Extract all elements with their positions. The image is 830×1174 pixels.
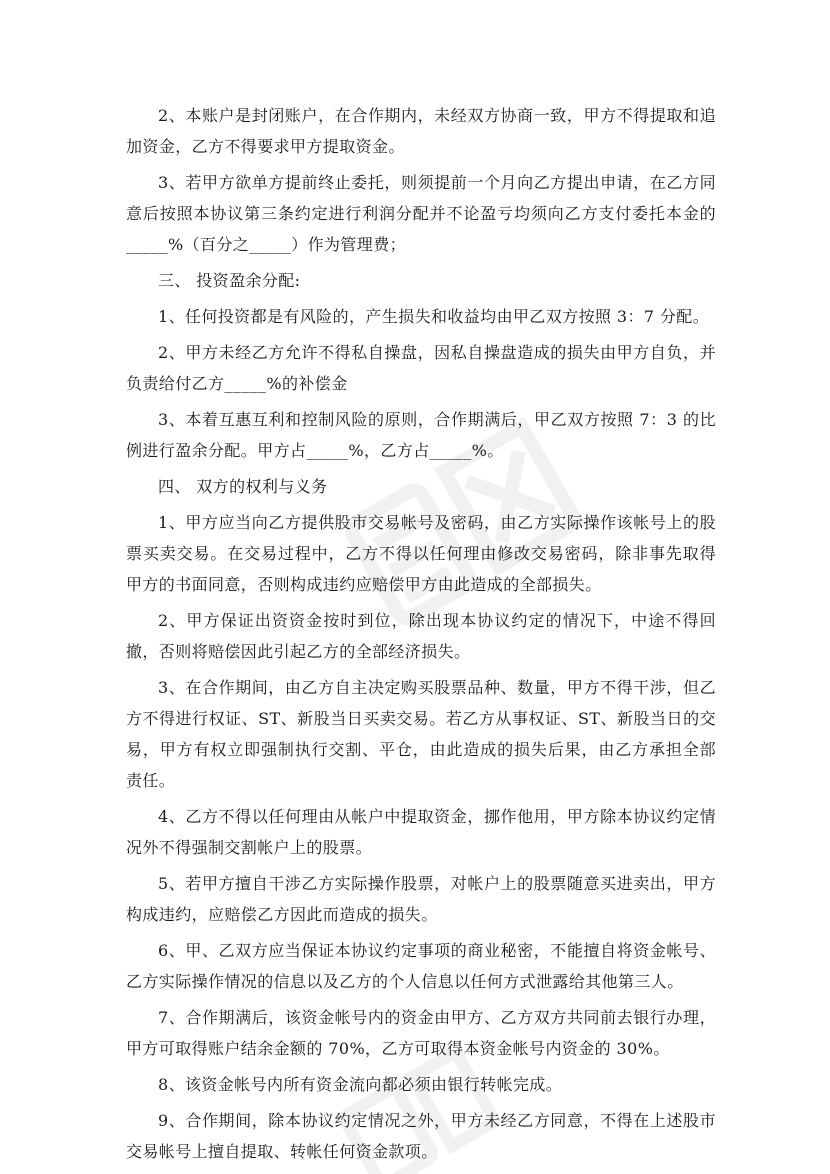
paragraph-early-termination: 3、若甲方欲单方提前终止委托，则须提前一个月向乙方提出申请，在乙方同意后按照本协议第三条约定进行利润分配并不论盈亏均须向乙方支付委托本金的_____%（百分之_____）作为管理费；	[126, 173, 716, 254]
paragraph-interference: 5、若甲方擅自干涉乙方实际操作股票，对帐户上的股票随意买进卖出，甲方构成违约，应赔偿乙方因此而造成的损失。	[126, 874, 716, 924]
paragraph-account-closed: 2、本账户是封闭账户，在合作期内，未经双方协商一致，甲方不得提取和追加资金，乙方不得要求甲方提取资金。	[126, 106, 716, 156]
paragraph-confidentiality: 6、甲、乙双方应当保证本协议约定事项的商业秘密，不能擅自将资金帐号、乙方实际操作情况的信息以及乙方的个人信息以任何方式泄露给其他第三人。	[126, 941, 716, 991]
paragraph-account-password: 1、甲方应当向乙方提供股市交易帐号及密码，由乙方实际操作该帐号上的股票买卖交易。在交易过程中，乙方不得以任何理由修改交易密码，除非事先取得甲方的书面同意，否则构成违约应赔偿甲方由此造成的全部损失。	[126, 513, 716, 594]
paragraph-risk-sharing: 1、任何投资都是有风险的，产生损失和收益均由甲乙双方按照 3：7 分配。	[158, 307, 710, 326]
paragraph-private-trading: 2、甲方未经乙方允许不得私自操盘，因私自操盘造成的损失由甲方自负，并负责给付乙方_____%的补偿金	[126, 343, 716, 393]
paragraph-stock-selection: 3、在合作期间，由乙方自主决定购买股票品种、数量，甲方不得干涉，但乙方不得进行权证、ST、新股当日买卖交易。若乙方从事权证、ST、新股当日的交易，甲方有权立即强制执行交割、平仓，由此造成的损失后果，由乙方承担全部责任。	[126, 678, 716, 790]
section-heading-rights-obligations: 四、 双方的权利与义务	[158, 477, 328, 496]
paragraph-settlement: 7、合作期满后，该资金帐号内的资金由甲方、乙方双方共同前去银行办理，甲方可取得账户结余金额的 70%，乙方可取得本资金帐号内资金的 30%。	[126, 1008, 716, 1058]
paragraph-bank-transfer: 8、该资金帐号内所有资金流向都必须由银行转帐完成。	[158, 1075, 563, 1094]
paragraph-unauthorized-transfer: 9、合作期间，除本协议约定情况之外，甲方未经乙方同意，不得在上述股市交易帐号上擅自提取、转帐任何资金款项。	[126, 1111, 716, 1161]
section-heading-profit-distribution: 三、 投资盈余分配:	[158, 271, 301, 290]
paragraph-profit-ratio: 3、本着互惠互利和控制风险的原则，合作期满后，甲乙双方按照 7：3 的比例进行盈余分配。甲方占_____%，乙方占_____%。	[126, 410, 716, 460]
paragraph-no-withdrawal: 4、乙方不得以任何理由从帐户中提取资金，挪作他用，甲方除本协议约定情况外不得强制交割帐户上的股票。	[126, 807, 716, 857]
paragraph-funding-guarantee: 2、甲方保证出资资金按时到位，除出现本协议约定的情况下，中途不得回撤，否则将赔偿因此引起乙方的全部经济损失。	[126, 611, 716, 661]
document-body	[126, 100, 716, 1172]
